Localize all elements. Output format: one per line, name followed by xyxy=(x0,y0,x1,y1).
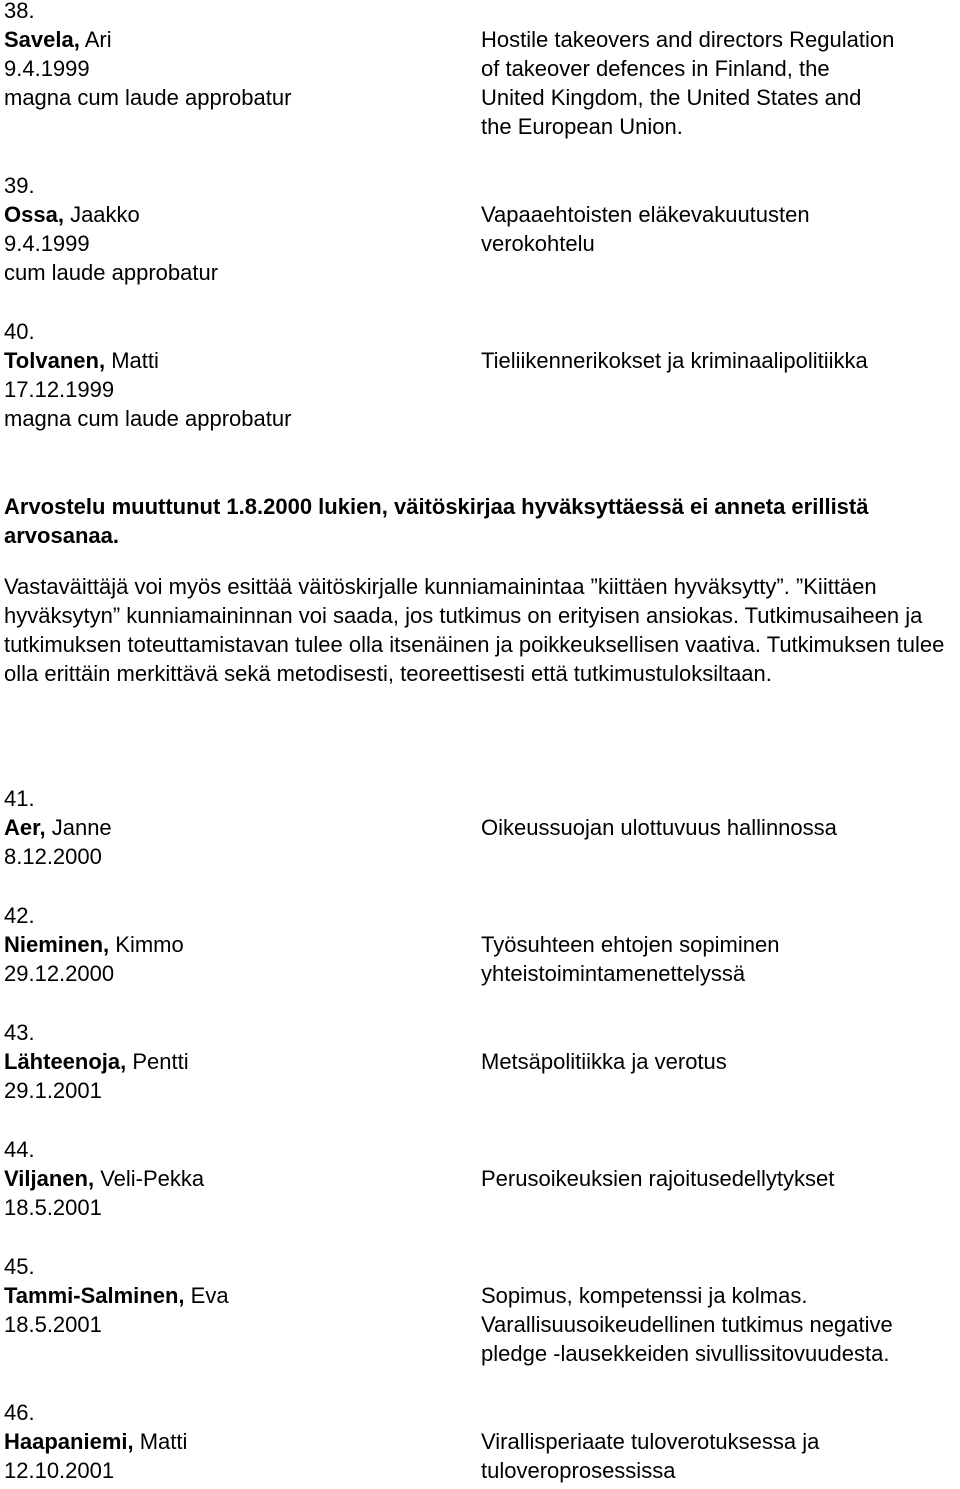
title-line: tuloveroprosessissa xyxy=(481,1458,676,1483)
dissertation-title xyxy=(481,1281,956,1368)
author-block xyxy=(4,901,474,988)
author-firstname: Matti xyxy=(111,348,159,373)
dissertation-title xyxy=(481,1164,956,1193)
title-line: yhteistoimintamenettelyssä xyxy=(481,961,746,986)
entry-number: 42. xyxy=(4,903,35,928)
author-name xyxy=(4,1164,474,1193)
title-line: pledge -lausekkeiden sivullissitovuudesta. xyxy=(481,1341,890,1366)
title-line: United Kingdom, the United States and xyxy=(481,85,862,110)
author-surname: Viljanen, xyxy=(4,1166,95,1191)
dissertation-title xyxy=(481,346,956,375)
defense-date: 18.5.2001 xyxy=(4,1312,102,1337)
author-firstname: Jaakko xyxy=(70,202,140,227)
author-surname: Aer, xyxy=(4,815,46,840)
defense-date: 18.5.2001 xyxy=(4,1195,102,1220)
entry-number: 43. xyxy=(4,1020,35,1045)
defense-date: 12.10.2001 xyxy=(4,1458,115,1483)
author-surname: Tammi-Salminen, xyxy=(4,1283,185,1308)
author-name xyxy=(4,813,474,842)
notice-title: Arvostelu muuttunut 1.8.2000 lukien, väitöskirjaa hyväksyttäessä ei anneta erillistä arvosanaa. xyxy=(4,494,869,548)
author-firstname: Pentti xyxy=(132,1049,189,1074)
defense-date: 29.12.2000 xyxy=(4,961,115,986)
grading-notice xyxy=(4,492,952,688)
author-name xyxy=(4,200,474,229)
author-surname: Lähteenoja, xyxy=(4,1049,127,1074)
author-surname: Tolvanen, xyxy=(4,348,106,373)
author-firstname: Veli-Pekka xyxy=(100,1166,205,1191)
author-surname: Nieminen, xyxy=(4,932,110,957)
dissertation-title xyxy=(481,25,956,141)
author-name xyxy=(4,25,474,54)
notice-body: Vastaväittäjä voi myös esittää väitöskirjalle kunniamainintaa ”kiittäen hyväksytty”. ”Kiittäen hyväksytyn” kunniamaininnan voi saada, jos tutkimus on erityisen ansiokas. Tutkimusaiheen ja tutkimuksen toteuttamistavan tulee olla itsenäinen ja poikkeuksellisen vaativa. Tutkimuksen tulee olla erittäin merkittävä sekä metodisesti, teoreettisesti että tutkimustuloksiltaan. xyxy=(4,574,945,686)
grade: cum laude approbatur xyxy=(4,260,219,285)
grade: magna cum laude approbatur xyxy=(4,85,292,110)
author-block xyxy=(4,784,474,871)
author-name xyxy=(4,346,474,375)
author-block xyxy=(4,1135,474,1222)
author-name xyxy=(4,1047,474,1076)
entry-number: 44. xyxy=(4,1137,35,1162)
author-name xyxy=(4,930,474,959)
title-line: Tieliikennerikokset ja kriminaalipolitiikka xyxy=(481,348,868,373)
title-line: Virallisperiaate tuloverotuksessa ja xyxy=(481,1429,820,1454)
author-firstname: Matti xyxy=(139,1429,188,1454)
author-surname: Haapaniemi, xyxy=(4,1429,134,1454)
author-firstname: Eva xyxy=(190,1283,229,1308)
title-line: Perusoikeuksien rajoitusedellytykset xyxy=(481,1166,835,1191)
author-firstname: Janne xyxy=(51,815,112,840)
author-firstname: Kimmo xyxy=(115,932,184,957)
title-line: Hostile takeovers and directors Regulation xyxy=(481,27,895,52)
author-block xyxy=(4,0,474,112)
entry-number: 45. xyxy=(4,1254,35,1279)
entry-number: 41. xyxy=(4,786,35,811)
author-firstname: Ari xyxy=(84,27,112,52)
defense-date: 9.4.1999 xyxy=(4,56,90,81)
author-surname: Ossa, xyxy=(4,202,64,227)
defense-date: 17.12.1999 xyxy=(4,377,115,402)
author-block xyxy=(4,317,474,433)
author-surname: Savela, xyxy=(4,27,80,52)
title-line: verokohtelu xyxy=(481,231,595,256)
entry-number: 39. xyxy=(4,173,35,198)
grade: magna cum laude approbatur xyxy=(4,406,292,431)
title-line: Oikeussuojan ulottuvuus hallinnossa xyxy=(481,815,837,840)
defense-date: 8.12.2000 xyxy=(4,844,102,869)
title-line: the European Union. xyxy=(481,114,683,139)
defense-date: 29.1.2001 xyxy=(4,1078,102,1103)
author-block xyxy=(4,1398,474,1485)
title-line: Varallisuusoikeudellinen tutkimus negative xyxy=(481,1312,893,1337)
entry-number: 46. xyxy=(4,1400,35,1425)
author-block xyxy=(4,1252,474,1339)
author-name xyxy=(4,1427,474,1456)
title-line: Vapaaehtoisten eläkevakuutusten xyxy=(481,202,810,227)
dissertation-title xyxy=(481,813,956,842)
entry-number: 40. xyxy=(4,319,35,344)
entry-number: 38. xyxy=(4,0,35,23)
dissertation-title xyxy=(481,1427,956,1485)
dissertation-title xyxy=(481,200,956,258)
author-block xyxy=(4,1018,474,1105)
title-line: of takeover defences in Finland, the xyxy=(481,56,830,81)
title-line: Sopimus, kompetenssi ja kolmas. xyxy=(481,1283,808,1308)
dissertation-title xyxy=(481,930,956,988)
title-line: Metsäpolitiikka ja verotus xyxy=(481,1049,727,1074)
author-name xyxy=(4,1281,474,1310)
defense-date: 9.4.1999 xyxy=(4,231,90,256)
dissertation-title xyxy=(481,1047,956,1076)
title-line: Työsuhteen ehtojen sopiminen xyxy=(481,932,780,957)
author-block xyxy=(4,171,474,287)
